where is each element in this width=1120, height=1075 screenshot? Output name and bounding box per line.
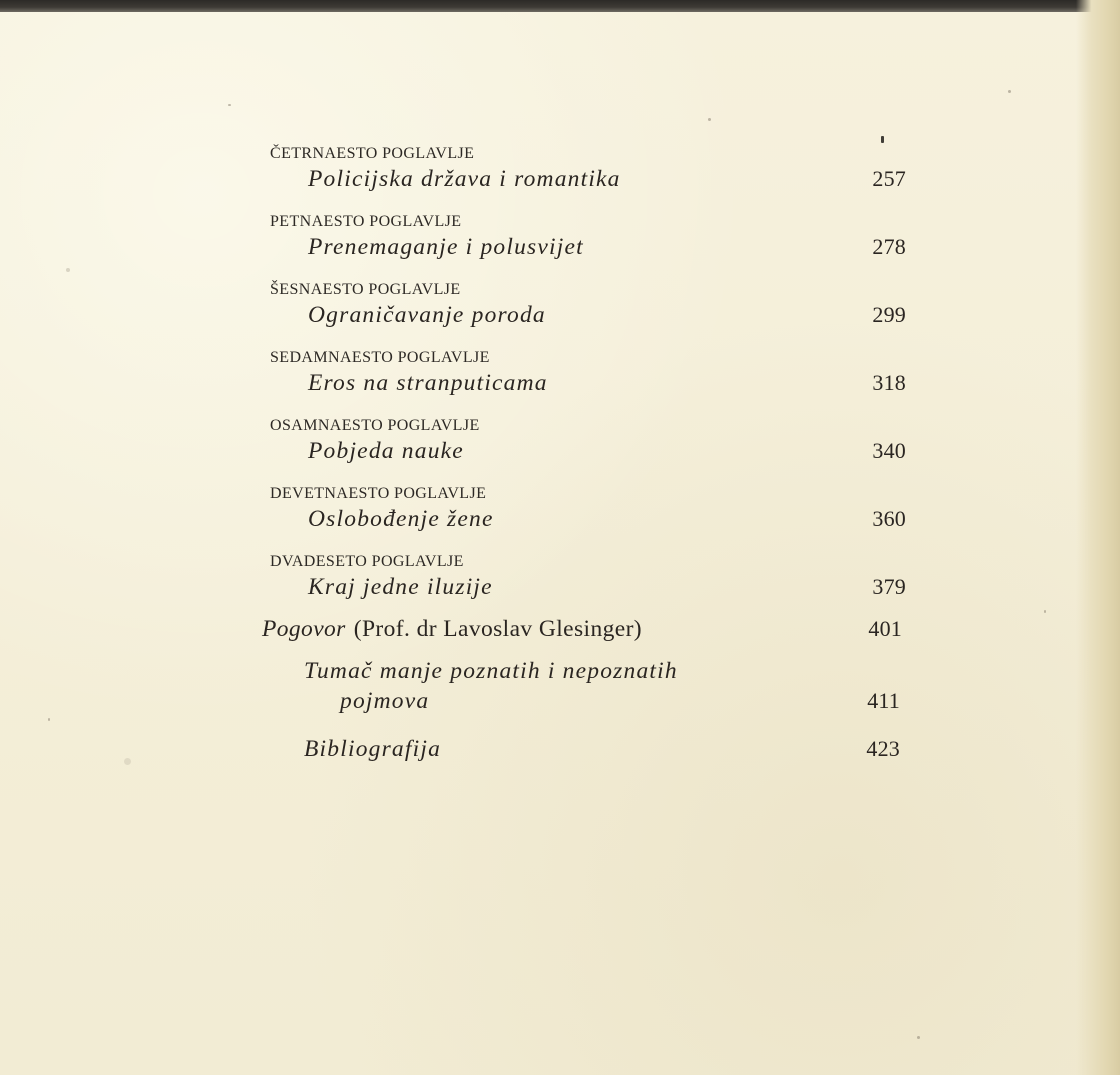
glossary-line xyxy=(260,656,910,686)
paper-speck xyxy=(1044,610,1046,613)
glossary-line xyxy=(260,686,910,716)
chapter-label: ČETRNAESTO POGLAVLJE xyxy=(270,145,475,162)
chapter-label: OSAMNAESTO POGLAVLJE xyxy=(270,417,480,434)
bibliography-title: Bibliografija xyxy=(304,736,442,762)
chapter-line xyxy=(260,572,910,602)
chapter-title: Prenemaganje i polusvijet xyxy=(308,234,584,260)
chapter-label: SEDAMNAESTO POGLAVLJE xyxy=(270,349,490,366)
chapter-title: Pobjeda nauke xyxy=(308,438,464,464)
chapter-label: DVADESETO POGLAVLJE xyxy=(270,553,464,570)
table-of-contents xyxy=(260,138,910,764)
chapter-label: DEVETNAESTO POGLAVLJE xyxy=(270,485,487,502)
glossary-title-line-2: pojmova xyxy=(340,688,430,714)
afterword-title: Pogovor xyxy=(262,616,346,642)
chapter-page-number: 257 xyxy=(872,166,906,191)
chapter-title: Eros na stranputicama xyxy=(308,370,548,396)
afterword-line xyxy=(260,614,910,644)
toc-chapter-16 xyxy=(260,280,910,330)
glossary-page-number: 411 xyxy=(867,688,900,713)
toc-chapter-15 xyxy=(260,212,910,262)
bibliography-page-number: 423 xyxy=(866,736,900,761)
paper-speck xyxy=(124,758,131,765)
chapter-line xyxy=(260,232,910,262)
chapter-page-number: 299 xyxy=(872,302,906,327)
toc-bibliography xyxy=(260,734,910,764)
paper-speck xyxy=(1008,90,1011,93)
toc-glossary xyxy=(260,656,910,716)
paper-speck xyxy=(708,118,711,121)
scan-top-edge xyxy=(0,0,1120,12)
chapter-line xyxy=(260,436,910,466)
toc-chapter-19 xyxy=(260,484,910,534)
glossary-title-line-1: Tumač manje poznatih i nepoznatih xyxy=(304,658,678,684)
chapter-page-number: 318 xyxy=(872,370,906,395)
chapter-line xyxy=(260,300,910,330)
paper-speck xyxy=(66,268,70,272)
chapter-line xyxy=(260,504,910,534)
paper-speck xyxy=(48,718,50,721)
chapter-page-number: 360 xyxy=(872,506,906,531)
toc-chapter-14 xyxy=(260,144,910,194)
chapter-line xyxy=(260,164,910,194)
chapter-title: Kraj jedne iluzije xyxy=(308,574,493,600)
chapter-page-number: 340 xyxy=(872,438,906,463)
chapter-title: Oslobođenje žene xyxy=(308,506,494,532)
toc-chapter-18 xyxy=(260,416,910,466)
bibliography-line xyxy=(260,734,910,764)
paper-speck xyxy=(917,1036,920,1039)
toc-afterword xyxy=(260,614,910,644)
paper-speck xyxy=(228,104,231,106)
chapter-label: ŠESNAESTO POGLAVLJE xyxy=(270,281,461,298)
chapter-line xyxy=(260,368,910,398)
page-gutter-shadow xyxy=(1076,0,1120,1075)
chapter-title: Ograničavanje poroda xyxy=(308,302,546,328)
chapter-label: PETNAESTO POGLAVLJE xyxy=(270,213,462,230)
afterword-author: (Prof. dr Lavoslav Glesinger) xyxy=(353,616,643,642)
toc-chapter-20 xyxy=(260,552,910,602)
chapter-title: Policijska država i romantika xyxy=(308,166,621,192)
chapter-page-number: 278 xyxy=(872,234,906,259)
toc-chapter-17 xyxy=(260,348,910,398)
chapter-page-number: 379 xyxy=(872,574,906,599)
afterword-page-number: 401 xyxy=(868,616,902,641)
